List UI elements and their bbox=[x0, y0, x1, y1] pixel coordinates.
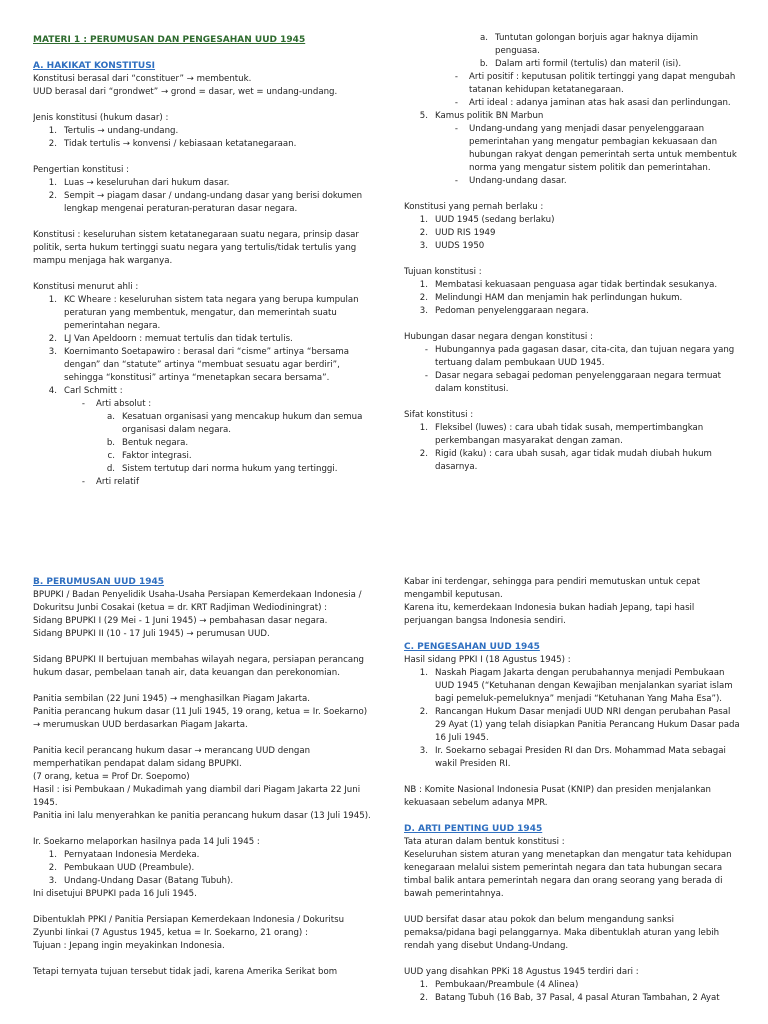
list-marker: 3. bbox=[48, 347, 57, 357]
list-text: Rancangan Hukum Dasar menjadi UUD NRI dengan perubahan Pasal 29 Ayat (1) yang telah disiapkan Panitia Perancang Hukum Dasar pada 16 Juli 1945. bbox=[435, 707, 740, 743]
list-marker: c. bbox=[107, 451, 115, 461]
list-text: Undang-undang yang menjadi dasar penyelenggaraan pemerintahan yang mengatur pembagian kekuasaan dan hubungan rakyat dengan pemerintah serta untuk membentuk norma yang mengatur sistem politik dan pemerintahan. bbox=[469, 124, 737, 173]
list-text: Bentuk negara. bbox=[122, 438, 189, 448]
list-item bbox=[33, 875, 373, 888]
list-item bbox=[404, 667, 744, 706]
list-marker: - bbox=[454, 98, 458, 108]
list-marker: 3. bbox=[419, 746, 428, 756]
list-marker: - bbox=[454, 176, 458, 186]
nb-paragraph: NB : Komite Nasional Indonesia Pusat (KNIP) dan presiden menjalankan kekuasaan sebelum adanya MPR. bbox=[404, 785, 711, 808]
list-marker: 1. bbox=[419, 280, 428, 290]
list-text: Melindungi HAM dan menjamin hak perlindungan hukum. bbox=[435, 293, 683, 303]
list-marker: 5. bbox=[419, 111, 428, 121]
list-item bbox=[33, 138, 373, 151]
list-marker: b. bbox=[479, 59, 488, 69]
text-line: Panitia perancang hukum dasar (11 Juli 1945, 19 orang, ketua = Ir. Soekarno) → merumuskan UUD berdasarkan Piagam Jakarta. bbox=[33, 707, 368, 730]
list-text: Dalam arti formil (tertulis) dan materil (isi). bbox=[495, 59, 682, 69]
list-item bbox=[33, 463, 373, 476]
list-text: Tertulis → undang-undang. bbox=[64, 126, 179, 136]
list-marker: 3. bbox=[419, 241, 428, 251]
list-marker: 2. bbox=[419, 449, 428, 459]
list-text: Undang-undang dasar. bbox=[469, 176, 567, 186]
list-text: Pedoman penyelenggaraan negara. bbox=[435, 306, 589, 316]
list-item bbox=[404, 706, 744, 745]
text-line: UUD berasal dari “grondwet” → grond = dasar, wet = undang-undang. bbox=[33, 87, 338, 97]
text-line: Konstitusi berasal dari “constituer” → membentuk. bbox=[33, 74, 252, 84]
list-item bbox=[404, 214, 744, 227]
list-text: Rigid (kaku) : cara ubah susah, agar tidak mudah diubah hukum dasarnya. bbox=[435, 449, 712, 472]
list-marker: a. bbox=[107, 412, 115, 422]
text-line: Ini disetujui BPUPKI pada 16 Juli 1945. bbox=[33, 889, 197, 899]
list-text: Arti absolut : bbox=[96, 399, 152, 409]
list-text: Batang Tubuh (16 Bab, 37 Pasal, 4 pasal Aturan Tambahan, 2 Ayat bbox=[435, 993, 720, 1003]
list-marker: 2. bbox=[419, 228, 428, 238]
text-line: Karena itu, kemerdekaan Indonesia bukan hadiah Jepang, tapi hasil perjuangan bangsa Indonesia sendiri. bbox=[404, 603, 695, 626]
text-line: BPUPKI / Badan Penyelidik Usaha-Usaha Persiapan Kemerdekaan Indonesia / Dokuritsu Junbi Cosakai (ketua = dr. KRT Radjiman Wediodiningrat) : bbox=[33, 590, 362, 613]
list-text: Pembukaan/Preambule (4 Alinea) bbox=[435, 980, 579, 990]
ahli-title: Konstitusi menurut ahli : bbox=[33, 282, 139, 292]
list-item bbox=[404, 422, 744, 448]
text-line: (7 orang, ketua = Prof Dr. Soepomo) bbox=[33, 772, 190, 782]
list-text: Arti positif : keputusan politik tertinggi yang dapat mengubah tatanan kehidupan ketatanegaraan. bbox=[469, 72, 736, 95]
heading-pengesahan-uud: C. PENGESAHAN UUD 1945 bbox=[404, 642, 540, 652]
text-line: Panitia ini lalu menyerahkan ke panitia perancang hukum dasar (13 Juli 1945). bbox=[33, 811, 371, 821]
list-text: UUD RIS 1949 bbox=[435, 228, 496, 238]
heading-perumusan-uud: B. PERUMUSAN UUD 1945 bbox=[33, 577, 165, 587]
list-item bbox=[404, 123, 744, 175]
pengertian-title: Pengertian konstitusi : bbox=[33, 165, 130, 175]
text-paragraph: Sidang BPUPKI II bertujuan membahas wilayah negara, persiapan perancang hukum dasar, pembelaan tanah air, data keuangan dan perekonomian. bbox=[33, 655, 364, 678]
list-item bbox=[404, 71, 744, 97]
list-text: Carl Schmitt : bbox=[64, 386, 123, 396]
list-marker: 1. bbox=[419, 423, 428, 433]
list-marker: 2. bbox=[419, 993, 428, 1003]
heading-arti-penting-uud: D. ARTI PENTING UUD 1945 bbox=[404, 824, 543, 834]
list-marker: 2. bbox=[48, 863, 57, 873]
list-text: Luas → keseluruhan dari hukum dasar. bbox=[64, 178, 230, 188]
list-item bbox=[33, 437, 373, 450]
list-marker: 2. bbox=[48, 334, 57, 344]
list-item bbox=[33, 411, 373, 437]
list-marker: 4. bbox=[48, 386, 57, 396]
list-marker: - bbox=[454, 124, 458, 134]
list-item bbox=[33, 333, 373, 346]
list-marker: 1. bbox=[48, 178, 57, 188]
text-line: Panitia sembilan (22 Juni 1945) → menghasilkan Piagam Jakarta. bbox=[33, 694, 310, 704]
list-marker: 1. bbox=[48, 295, 57, 305]
list-text: Pernyataan Indonesia Merdeka. bbox=[64, 850, 200, 860]
list-marker: b. bbox=[106, 438, 115, 448]
list-item bbox=[404, 32, 744, 58]
list-item bbox=[404, 58, 744, 71]
list-text: Arti relatif bbox=[96, 477, 139, 487]
list-marker: - bbox=[424, 345, 428, 355]
list-item bbox=[404, 175, 744, 188]
list-item bbox=[404, 745, 744, 771]
list-item bbox=[404, 97, 744, 110]
text-line: Panitia kecil perancang hukum dasar → merancang UUD dengan memperhatikan pendapat dalam sidang BPUPKI. bbox=[33, 746, 311, 769]
list-text: Ir. Soekarno sebagai Presiden RI dan Drs. Mohammad Mata sebagai wakil Presiden RI. bbox=[435, 746, 726, 769]
definisi-paragraph: Konstitusi : keseluruhan sistem ketatanegaraan suatu negara, prinsip dasar politik, serta hukum tertinggi suatu negara yang tertulis/tidak tertulis yang mampu menjaga hak warganya. bbox=[33, 230, 359, 266]
list-marker: - bbox=[454, 72, 458, 82]
list-item bbox=[33, 294, 373, 333]
list-text: Tuntutan golongan borjuis agar haknya dijamin penguasa. bbox=[495, 33, 699, 56]
list-marker: 1. bbox=[48, 850, 57, 860]
list-text: Kesatuan organisasi yang mencakup hukum dan semua organisasi dalam negara. bbox=[122, 412, 363, 435]
list-text: Naskah Piagam Jakarta dengan perubahannya menjadi Pembukaan UUD 1945 (“Ketuhanan dengan Kewajiban menjalankan syariat islam bagi pemeluk-pemeluknya” menjadi “Ketuhanan Yang Maha Esa”). bbox=[435, 668, 733, 704]
list-text: Koernimanto Soetapawiro : berasal dari “cisme” artinya “bersama dengan” dan “statute” artinya “membuat sesuatu agar berdiri”, sehingga “konstitusi” artinya “menetapkan secara bersama”. bbox=[64, 347, 350, 383]
text-line: Hasil sidang PPKI I (18 Agustus 1945) : bbox=[404, 655, 571, 665]
sifat-title: Sifat konstitusi : bbox=[404, 410, 474, 420]
list-item bbox=[404, 305, 744, 318]
list-item bbox=[404, 448, 744, 474]
tujuan-title: Tujuan konstitusi : bbox=[404, 267, 482, 277]
list-marker: 3. bbox=[48, 876, 57, 886]
list-text: UUDS 1950 bbox=[435, 241, 485, 251]
text-line: Hasil : isi Pembukaan / Mukadimah yang diambil dari Piagam Jakarta 22 Juni 1945. bbox=[33, 785, 361, 808]
list-text: Membatasi kekuasaan penguasa agar tidak bertindak sesukanya. bbox=[435, 280, 718, 290]
list-marker: 2. bbox=[48, 191, 57, 201]
list-marker: 3. bbox=[419, 306, 428, 316]
bottom-left-column bbox=[33, 576, 373, 979]
list-item bbox=[33, 177, 373, 190]
text-line: Tetapi ternyata tujuan tersebut tidak jadi, karena Amerika Serikat bom bbox=[33, 967, 338, 977]
list-item bbox=[33, 849, 373, 862]
text-line: Sidang BPUPKI II (10 - 17 Juli 1945) → perumusan UUD. bbox=[33, 629, 270, 639]
jenis-title: Jenis konstitusi (hukum dasar) : bbox=[33, 113, 169, 123]
text-line: Kabar ini terdengar, sehingga para pendiri memutuskan untuk cepat mengambil keputusan. bbox=[404, 577, 701, 600]
list-item bbox=[33, 476, 373, 489]
text-line: Tujuan : Jepang ingin meyakinkan Indonesia. bbox=[33, 941, 225, 951]
pernah-title: Konstitusi yang pernah berlaku : bbox=[404, 202, 544, 212]
list-text: Dasar negara sebagai pedoman penyelenggaraan negara termuat dalam konstitusi. bbox=[435, 371, 722, 394]
list-text: Hubungannya pada gagasan dasar, cita-cita, dan tujuan negara yang tertuang dalam pembukaan UUD 1945. bbox=[435, 345, 735, 368]
list-item bbox=[404, 992, 744, 1005]
list-marker: - bbox=[81, 477, 85, 487]
list-text: Undang-Undang Dasar (Batang Tubuh). bbox=[64, 876, 234, 886]
list-item bbox=[33, 450, 373, 463]
list-marker: a. bbox=[480, 33, 488, 43]
list-marker: d. bbox=[106, 464, 115, 474]
list-item bbox=[404, 292, 744, 305]
text-line: Keseluruhan sistem aturan yang menetapkan dan mengatur tata kehidupan kenegaraan melalui sistem pemerintah negara dan tata hubungan secara timbal balik antara pemerintah negara dan orang seorang yang berada di bawah pemerintahnya. bbox=[404, 850, 732, 899]
list-text: KC Wheare : keseluruhan sistem tata negara yang berupa kumpulan peraturan yang membentuk, mengatur, dan memerintah suatu pemerintahan negara. bbox=[64, 295, 359, 331]
list-marker: 1. bbox=[419, 215, 428, 225]
hubungan-title: Hubungan dasar negara dengan konstitusi : bbox=[404, 332, 593, 342]
list-item bbox=[33, 862, 373, 875]
list-text: Pembukaan UUD (Preambule). bbox=[64, 863, 195, 873]
list-text: LJ Van Apeldoorn : memuat tertulis dan tidak tertulis. bbox=[64, 334, 293, 344]
text-line: Sidang BPUPKI I (29 Mei - 1 Juni 1945) → pembahasan dasar negara. bbox=[33, 616, 328, 626]
list-marker: - bbox=[424, 371, 428, 381]
list-item bbox=[404, 979, 744, 992]
top-right-column bbox=[404, 32, 744, 474]
list-item bbox=[404, 279, 744, 292]
list-text: Fleksibel (luwes) : cara ubah tidak susah, mempertimbangkan perkembangan masyarakat dengan zaman. bbox=[435, 423, 704, 446]
list-marker: 1. bbox=[419, 668, 428, 678]
list-marker: 2. bbox=[48, 139, 57, 149]
list-marker: 1. bbox=[419, 980, 428, 990]
list-item bbox=[404, 344, 744, 370]
list-text: Sistem tertutup dari norma hukum yang tertinggi. bbox=[122, 464, 338, 474]
top-left-column bbox=[33, 34, 373, 489]
list-item bbox=[404, 227, 744, 240]
list-item bbox=[33, 346, 373, 385]
list-text: Sempit → piagam dasar / undang-undang dasar yang berisi dokumen lengkap mengenai peraturan-peraturan dasar negara. bbox=[64, 191, 363, 214]
heading-hakikat-konstitusi: A. HAKIKAT KONSTITUSI bbox=[33, 61, 156, 71]
text-line: UUD yang disahkan PPKi 18 Agustus 1945 terdiri dari : bbox=[404, 967, 639, 977]
text-line: Tata aturan dalam bentuk konstitusi : bbox=[404, 837, 565, 847]
bottom-right-column bbox=[404, 576, 744, 1005]
list-marker: 1. bbox=[48, 126, 57, 136]
list-item bbox=[33, 385, 373, 398]
list-item bbox=[404, 110, 744, 123]
list-text: Faktor integrasi. bbox=[122, 451, 192, 461]
document-title: MATERI 1 : PERUMUSAN DAN PENGESAHAN UUD 1945 bbox=[33, 35, 306, 45]
text-paragraph: UUD bersifat dasar atau pokok dan belum mengandung sanksi pemaksa/pidana bagi pelanggarnya. Maka dibentuklah aturan yang lebih rendah yang disebut Undang-Undang. bbox=[404, 915, 720, 951]
list-marker: 2. bbox=[419, 293, 428, 303]
text-line: Ir. Soekarno melaporkan hasilnya pada 14 Juli 1945 : bbox=[33, 837, 260, 847]
list-item bbox=[404, 240, 744, 253]
list-text: Tidak tertulis → konvensi / kebiasaan ketatanegaraan. bbox=[64, 139, 297, 149]
list-text: UUD 1945 (sedang berlaku) bbox=[435, 215, 555, 225]
list-marker: 2. bbox=[419, 707, 428, 717]
text-line: Dibentuklah PPKI / Panitia Persiapan Kemerdekaan Indonesia / Dokuritsu Zyunbi Iinkai (7 Agustus 1945, ketua = Ir. Soekarno, 21 orang) : bbox=[33, 915, 345, 938]
list-text: Kamus politik BN Marbun bbox=[435, 111, 544, 121]
list-item bbox=[33, 190, 373, 216]
page-bottom bbox=[0, 512, 768, 1024]
list-marker: - bbox=[81, 399, 85, 409]
list-item bbox=[33, 398, 373, 411]
list-item bbox=[33, 125, 373, 138]
list-text: Arti ideal : adanya jaminan atas hak asasi dan perlindungan. bbox=[469, 98, 731, 108]
list-item bbox=[404, 370, 744, 396]
